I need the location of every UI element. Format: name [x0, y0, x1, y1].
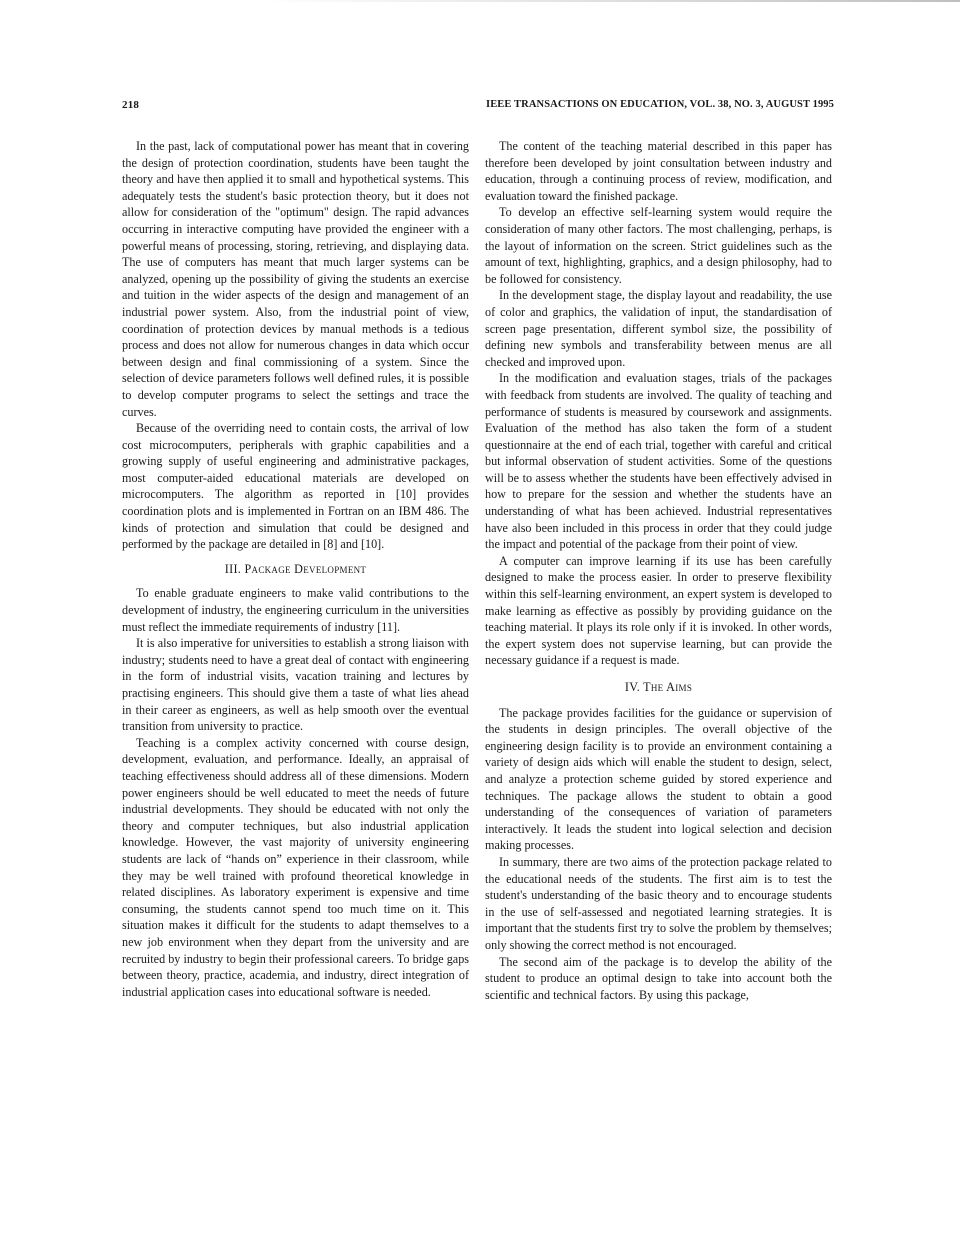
paragraph: The package provides facilities for the guidance or supervision of the students in design principles. The overall objective of the engineering design facility is to provide an environment containing a variety of design aids which will enable the student to design, select, and analyze a protection scheme guided by stored experience and techniques. The package allows the student to obtain a good understanding of the consequences of variation of parameters interactively. It leads the student into logical selection and decision making processes. [485, 705, 832, 853]
paragraph: In the past, lack of computational power has meant that in covering the design of protection coordination, students have been taught the theory and have then applied it to small and hypothetical systems. This adequately tests the student's basic protection theory, but it does not allow for consideration of the "optimum" design. The rapid advances occurring in interactive computing have provided the engineer with a powerful means of processing, storing, retrieving, and displaying data. The use of computers has meant that much larger systems can be analyzed, opening up the possibility of giving the students an exercise and tuition in the wider aspects of the design and management of an industrial power system. Also, from the industrial point of view, coordination of protection devices by manual methods is a tedious process and does not allow for numerous changes in data which occur between design and final commissioning of a system. Since the selection of device parameters follows well defined rules, it is possible to develop computer programs to select the settings and trace the curves. [122, 139, 469, 419]
paragraph: It is also imperative for universities to establish a strong liaison with industry; students need to have a great deal of contact with engineering in the form of industrial visits, vacation training and lectures by practising engineers. This should give them a taste of what lies ahead in their career as engineers, as well as help smooth over the eventual transition from university to practice. [122, 636, 469, 734]
paragraph: In summary, there are two aims of the protection package related to the educational needs of the students. The first aim is to test the student's understanding of the basic theory and to encourage students in the use of self-assessed and negotiated learning strategies. It is important that the students first try to solve the problem by themselves; only showing the correct method is not encouraged. [485, 854, 832, 952]
running-head: IEEE TRANSACTIONS ON EDUCATION, VOL. 38, NO. 3, AUGUST 1995 [486, 99, 834, 110]
right-column [485, 138, 832, 1003]
scan-edge-shadow [260, 0, 960, 2]
paragraph: To develop an effective self-learning system would require the consideration of many other factors. The most challenging, perhaps, is the layout of information on the screen. Strict guidelines such as the amount of text, highlighting, graphics, and a design philosophy, had to be followed for consistency. [485, 205, 832, 286]
paragraph: A computer can improve learning if its use has been carefully designed to make the process easier. In order to preserve flexibility within this self-learning environment, an expert system is developed to make learning as effective as possibly by providing guidance on the teaching material. It plays its role only if it is invoked. In other words, the expert system does not supervise learning, but can provide the necessary guidance if a request is made. [485, 553, 832, 668]
paragraph: To enable graduate engineers to make valid contributions to the development of industry, the engineering curriculum in the universities must reflect the immediate requirements of industry [11]. [122, 586, 469, 634]
section-heading-the-aims: IV. The Aims [624, 680, 693, 694]
paragraph: In the modification and evaluation stages, trials of the packages with feedback from students are involved. The quality of teaching and performance of students is measured by coursework and assignments. Evaluation of the method has also taken the form of a student questionnaire at the end of each trial, together with careful and critical but informal observation of student activities. Some of the questions will be to assess whether the students have been effectively advised in how to prepare for the session and whether the students have an understanding of what has been achieved. Industrial representatives have also been included in this process in order that they could judge the impact and potential of the package from their point of view. [485, 371, 832, 552]
paragraph: In the development stage, the display layout and readability, the use of color and graphics, the validation of input, the standardisation of screen page presentation, different symbol size, the possibility of defining new symbols and transferability between menus are all checked and improved upon. [485, 288, 832, 369]
paragraph: The second aim of the package is to develop the ability of the student to produce an optimal design to take into account both the scientific and technical factors. By using this package, [485, 954, 832, 1002]
section-heading-package-development: III. Package Development [224, 561, 367, 576]
paragraph: The content of the teaching material described in this paper has therefore been developed by joint consultation between industry and education, through a continuing process of review, modification, and evaluation toward the finished package. [485, 139, 832, 203]
paragraph: Because of the overriding need to contain costs, the arrival of low cost microcomputers, peripherals with graphic capabilities and a growing supply of useful engineering and administrative packages, most computer-aided educational materials are developed on microcomputers. The algorithm as reported in [10] provides coordination plots and is implemented in Fortran on an IBM 486. The kinds of protection and simulation that could be designed and performed by the package are detailed in [8] and [10]. [122, 421, 469, 552]
left-column [122, 138, 469, 1000]
paragraph: Teaching is a complex activity concerned with course design, development, evaluation, and performance. Ideally, an appraisal of teaching effectiveness should address all of these dimensions. Modern power engineers should be well educated to meet the needs of future industrial developments. They should be educated with not only the theory and computer techniques, but also industrial application knowledge. However, the vast majority of university engineering students are lack of “hands on” experience in their classroom, while they may be well trained with profound theoretical knowledge in related disciplines. As laboratory experiment is expensive and time consuming, the students cannot spend too much time on it. This situation makes it difficult for the students to adapt themselves to a new job environment when they depart from the university and are recruited by industry to begin their professional careers. To bridge gaps between theory, practice, academia, and industry, direct integration of industrial application cases into educational software is needed. [122, 735, 469, 999]
page-number: 218 [122, 99, 140, 111]
